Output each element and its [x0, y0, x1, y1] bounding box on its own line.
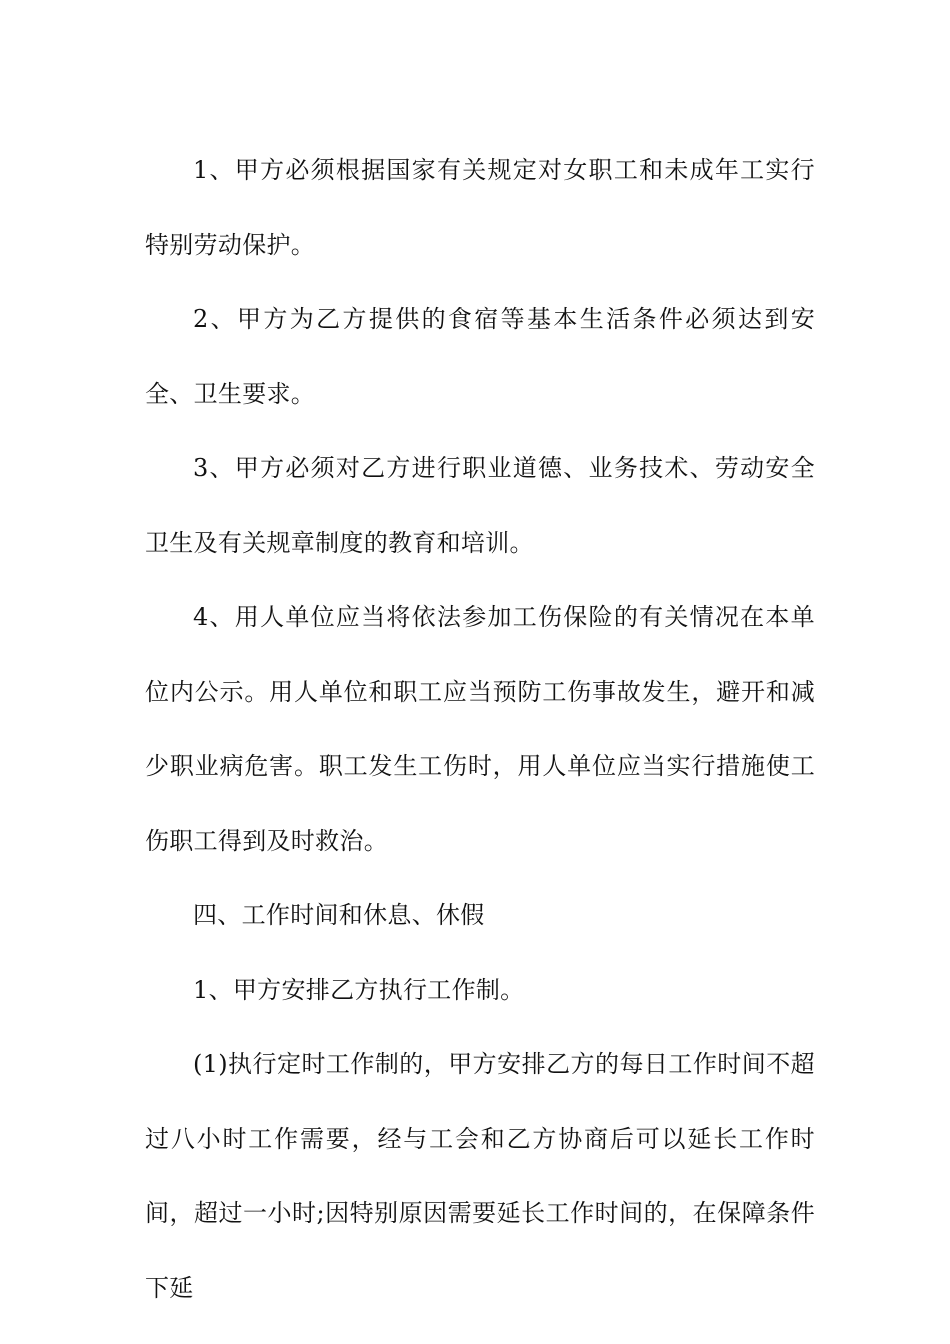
paragraph-fixed-hours: (1)执行定时工作制的，甲方安排乙方的每日工作时间不超过八小时工作需要，经与工会和乙方协商后可以延长工作时间，超过一小时;因特别原因需要延长工作时间的，在保障条件下延: [145, 1050, 815, 1302]
paragraph-work-system: 1、甲方安排乙方执行工作制。: [193, 975, 525, 1004]
paragraph-living-conditions: 2、甲方为乙方提供的食宿等基本生活条件必须达到安全、卫生要求。: [145, 305, 815, 408]
document-body: [145, 133, 815, 1325]
paragraph-training: 3、甲方必须对乙方进行职业道德、业务技术、劳动安全卫生及有关规章制度的教育和培训。: [145, 454, 815, 557]
paragraph-women-minor-protection: 1、甲方必须根据国家有关规定对女职工和未成年工实行特别劳动保护。: [145, 156, 815, 259]
paragraph-injury-insurance: 4、用人单位应当将依法参加工伤保险的有关情况在本单位内公示。用人单位和职工应当预防工伤事故发生，避开和减少职业病危害。职工发生工伤时，用人单位应当实行措施使工伤职工得到及时救治。: [145, 603, 815, 855]
section-heading-working-hours: 四、工作时间和休息、休假: [193, 901, 485, 929]
